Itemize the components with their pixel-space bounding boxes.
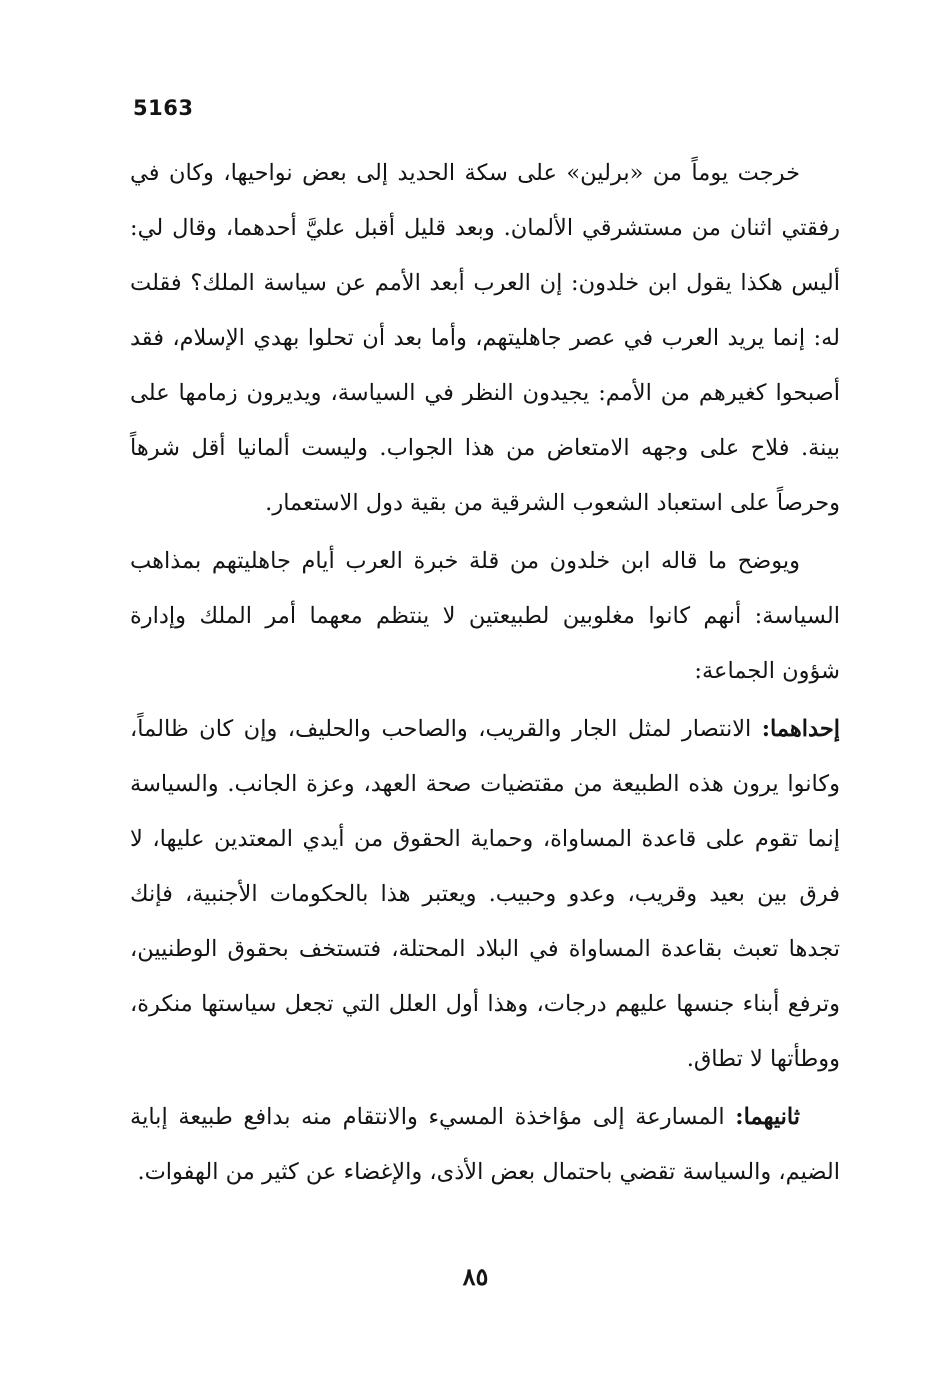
- page-id: 5163: [133, 96, 194, 120]
- paragraph-1: [130, 146, 840, 531]
- paragraph-4-lead: ثانيهما:: [735, 1104, 800, 1130]
- paragraph-2: [130, 534, 840, 699]
- paragraph-2-text: ويوضح ما قاله ابن خلدون من قلة خبرة العرب أيام جاهليتهم بمذاهب السياسة: أنهم كانوا مغلوبين لطبيعتين لا ينتظم معهما أمر الملك وإدارة شؤون الجماعة:: [130, 548, 840, 684]
- paragraph-1-text: خرجت يوماً من «برلين» على سكة الحديد إلى بعض نواحيها، وكان في رفقتي اثنان من مستشرقي الألمان. وبعد قليل أقبل عليَّ أحدهما، وقال لي: أليس هكذا يقول ابن خلدون: إن العرب أبعد الأمم عن سياسة الملك؟ فقلت له: إنما يريد العرب في عصر جاهليتهم، وأما بعد أن تحلوا بهدي الإسلام، فقد أصبحوا كغيرهم من الأمم: يجيدون النظر في السياسة، ويديرون زمامها على بينة. فلاح على وجهه الامتعاض من هذا الجواب. وليست ألمانيا أقل شرهاً وحرصاً على استعباد الشعوب الشرقية من بقية دول الاستعمار.: [130, 160, 840, 516]
- page-number: ٨٥: [462, 1262, 489, 1291]
- body-text: [130, 146, 840, 1203]
- paragraph-4-text: المسارعة إلى مؤاخذة المسيء والانتقام منه بدافع طبيعة إباية الضيم، والسياسة تقضي باحتمال بعض الأذى، والإغضاء عن كثير من الهفوات.: [130, 1104, 840, 1185]
- paragraph-3-lead: إحداهما:: [761, 716, 840, 742]
- paragraph-3: [130, 702, 840, 1087]
- paragraph-3-text: الانتصار لمثل الجار والقريب، والصاحب والحليف، وإن كان ظالماً، وكانوا يرون هذه الطبيعة من مقتضيات صحة العهد، وعزة الجانب. والسياسة إنما تقوم على قاعدة المساواة، وحماية الحقوق من أيدي المعتدين عليها، لا فرق بين بعيد وقريب، وعدو وحبيب. ويعتبر هذا بالحكومات الأجنبية، فإنك تجدها تعبث بقاعدة المساواة في البلاد المحتلة، فتستخف بحقوق الوطنيين، وترفع أبناء جنسها عليهم درجات، وهذا أول العلل التي تجعل سياستها منكرة، ووطأتها لا تطاق.: [130, 716, 840, 1072]
- paragraph-4: [130, 1090, 840, 1200]
